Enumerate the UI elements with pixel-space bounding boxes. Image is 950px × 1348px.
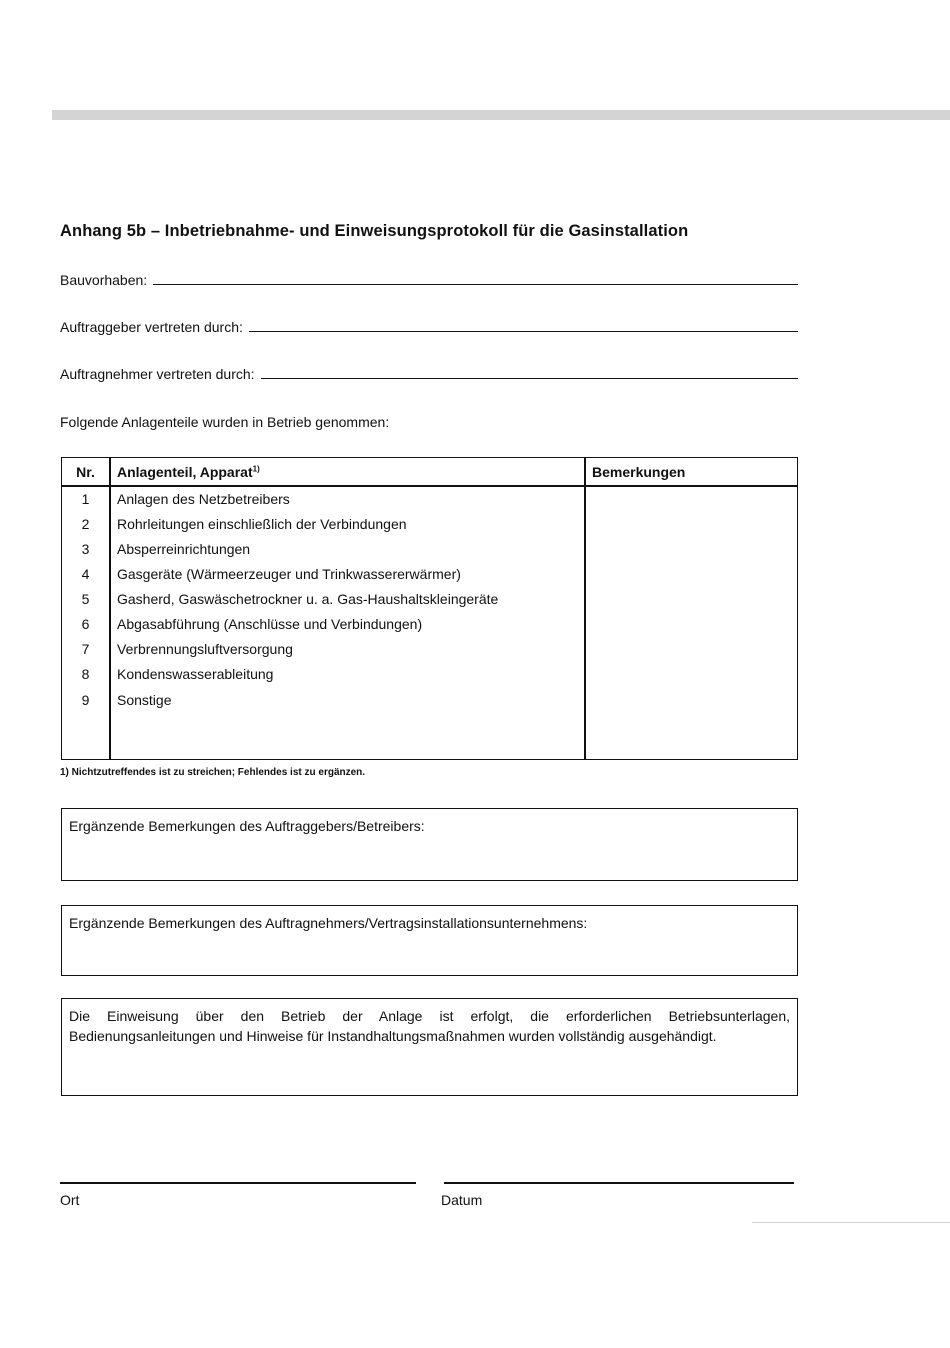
intro-text: Folgende Anlagenteile wurden in Betrieb genommen: (60, 414, 390, 430)
row-nr: 7 (81, 641, 90, 657)
place-signature-line[interactable] (60, 1182, 416, 1184)
contractor-remarks-label: Ergänzende Bemerkungen des Auftragnehmers/Vertragsinstallationsunternehmens: (69, 915, 588, 931)
row-nr: 8 (81, 666, 90, 682)
table-header-rule (62, 485, 797, 487)
row-item: Rohrleitungen einschließlich der Verbindungen (117, 516, 407, 532)
construction-project-field[interactable] (60, 272, 798, 288)
row-item: Anlagen des Netzbetreibers (117, 491, 290, 507)
row-nr: 2 (81, 516, 90, 532)
row-nr: 1 (81, 491, 90, 507)
row-item: Sonstige (117, 692, 172, 708)
row-nr: 6 (81, 616, 90, 632)
components-table (61, 457, 798, 760)
row-item: Kondenswasserableitung (117, 666, 274, 682)
row-item: Gasherd, Gaswäschetrockner u. a. Gas-Haushaltskleingeräte (117, 591, 499, 607)
client-remarks-box[interactable] (61, 808, 798, 881)
date-signature-line[interactable] (444, 1182, 794, 1184)
header-component (117, 464, 260, 480)
construction-project-line[interactable] (153, 283, 798, 285)
row-nr: 9 (81, 692, 90, 708)
contractor-remarks-box[interactable] (61, 905, 798, 976)
header-remarks: Bemerkungen (592, 464, 686, 480)
row-nr: 5 (81, 591, 90, 607)
client-representative-label: Auftraggeber vertreten durch: (60, 319, 243, 335)
client-remarks-label: Ergänzende Bemerkungen des Auftraggebers/Betreibers: (69, 818, 425, 834)
top-gray-bar (52, 110, 950, 120)
table-footnote: 1) Nichtzutreffendes ist zu streichen; Fehlendes ist zu ergänzen. (60, 767, 366, 778)
contractor-representative-line[interactable] (261, 377, 798, 379)
table-divider-remarks (584, 458, 586, 759)
row-nr: 4 (81, 566, 90, 582)
table-divider-nr (109, 458, 111, 759)
construction-project-label: Bauvorhaben: (60, 272, 148, 288)
row-nr: 3 (81, 541, 90, 557)
row-item: Absperreinrichtungen (117, 541, 251, 557)
instruction-confirmation-box (61, 998, 798, 1096)
contractor-representative-label: Auftragnehmer vertreten durch: (60, 366, 255, 382)
header-nr: Nr. (76, 464, 95, 480)
document-title: Anhang 5b – Inbetriebnahme- und Einweisungsprotokoll für die Gasinstallation (60, 222, 689, 240)
header-footnote-mark: 1) (252, 464, 260, 474)
place-label: Ort (60, 1192, 80, 1208)
client-representative-field[interactable] (60, 319, 798, 335)
row-item: Verbrennungsluftversorgung (117, 641, 293, 657)
row-item: Abgasabführung (Anschlüsse und Verbindungen) (117, 616, 423, 632)
bottom-gray-rule (752, 1222, 950, 1223)
client-representative-line[interactable] (249, 330, 798, 332)
row-item: Gasgeräte (Wärmeerzeuger und Trinkwassererwärmer) (117, 566, 461, 582)
instruction-confirmation-text: Die Einweisung über den Betrieb der Anlage ist erfolgt, die erforderlichen Betriebsunterlagen, Bedienungsanleitungen und Hinweise für Instandhaltungsmaßnahmen wurden vollständig ausgehändigt. (69, 1008, 790, 1044)
header-component-label: Anlagenteil, Apparat (117, 464, 253, 480)
contractor-representative-field[interactable] (60, 366, 798, 382)
date-label: Datum (441, 1192, 483, 1208)
